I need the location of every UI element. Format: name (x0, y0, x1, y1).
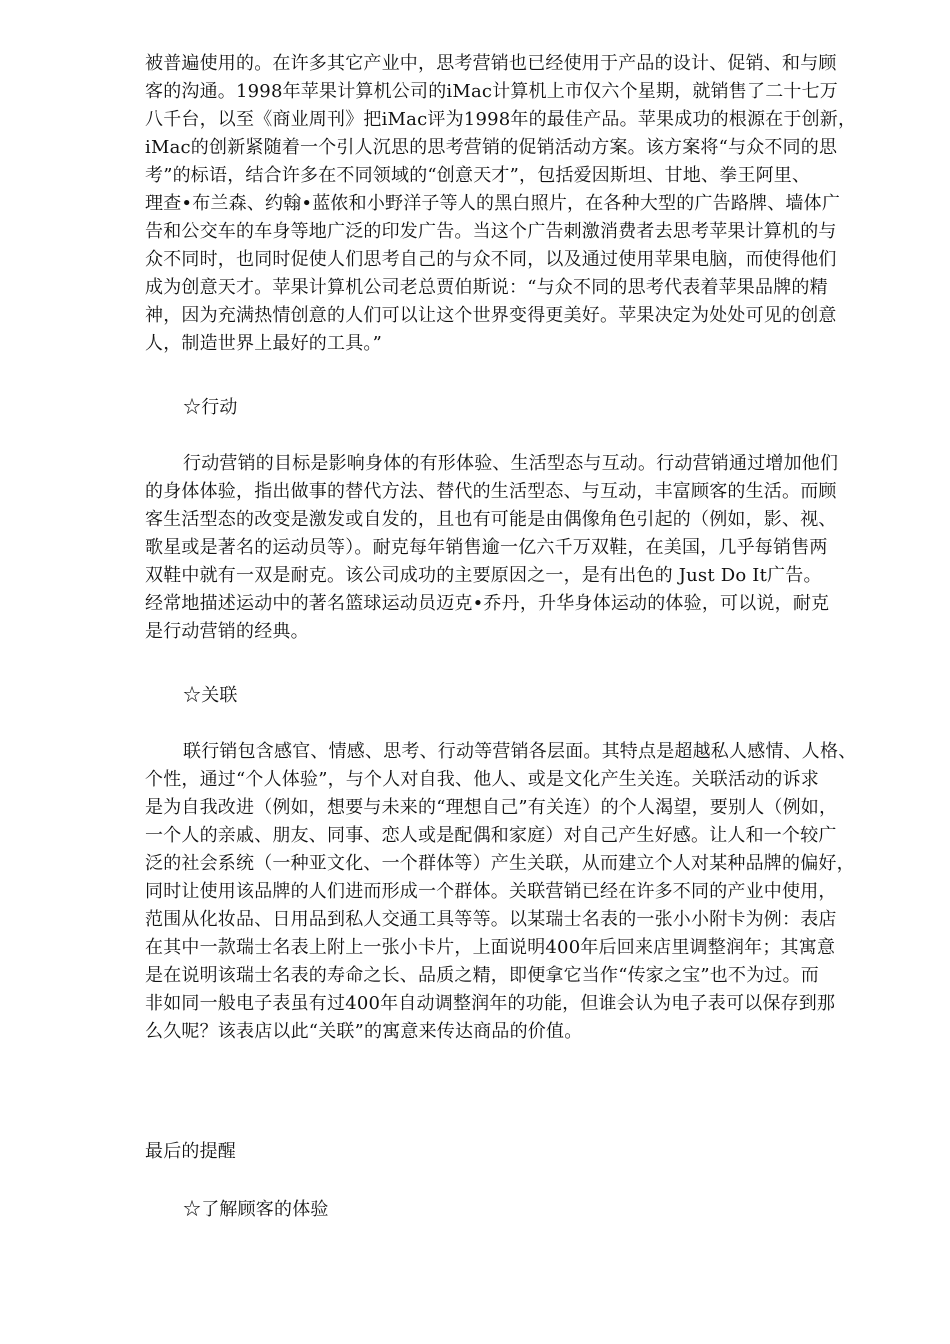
text-line: 八千台，以至《商业周刊》把iMac评为1998年的最佳产品。苹果成功的根源在于创新， (145, 109, 857, 130)
text-line: 客生活型态的改变是激发或自发的，且也有可能是由偶像角色引起的（例如，影、视、 (145, 509, 837, 530)
text-line: 行动营销的目标是影响身体的有形体验、生活型态与互动。行动营销通过增加他们 (183, 453, 839, 474)
text-line: 么久呢？该表店以此“关联”的寓意来传达商品的价值。 (145, 1021, 583, 1042)
section-heading-relate: ☆关联 (183, 685, 238, 706)
text-line: 联行销包含感官、情感、思考、行动等营销各层面。其特点是超越私人感情、人格、 (183, 741, 857, 762)
text-line: 被普遍使用的。在许多其它产业中，思考营销也已经使用于产品的设计、促销、和与顾 (145, 53, 837, 74)
text-line: 双鞋中就有一双是耐克。该公司成功的主要原因之一，是有出色的 Just Do It广告。 (145, 565, 822, 586)
text-line: iMac的创新紧随着一个引人沉思的思考营销的促销活动方案。该方案将“与众不同的思 (145, 137, 838, 158)
text-line: 一个人的亲戚、朋友、同事、恋人或是配偶和家庭）对自己产生好感。让人和一个较广 (145, 825, 837, 846)
text-line: 人，制造世界上最好的工具。” (145, 333, 383, 354)
text-line: 是为自我改进（例如，想要与未来的“理想自己”有关连）的个人渴望，要别人（例如， (145, 797, 838, 818)
text-line: 是行动营销的经典。 (145, 621, 309, 642)
section-heading-action: ☆行动 (183, 397, 238, 418)
text-line: 成为创意天才。苹果计算机公司老总贾伯斯说：“与众不同的思考代表着苹果品牌的精 (145, 277, 828, 298)
text-line: 歌星或是著名的运动员等）。耐克每年销售逾一亿六千万双鞋，在美国，几乎每销售两 (145, 537, 828, 558)
text-line: 告和公交车的车身等地广泛的印发广告。当这个广告刺激消费者去思考苹果计算机的与 (145, 221, 837, 242)
text-line: 考”的标语，结合许多在不同领域的“创意天才”，包括爱因斯坦、甘地、拳王阿里、 (145, 165, 811, 186)
text-line: 泛的社会系统（一种亚文化、一个群体等）产生关联，从而建立个人对某种品牌的偏好， (145, 853, 855, 874)
text-line: 在其中一款瑞士名表上附上一张小卡片，上面说明400年后回来店里调整润年；其寓意 (145, 937, 836, 958)
text-line: 个性，通过“个人体验”，与个人对自我、他人、或是文化产生关连。关联活动的诉求 (145, 769, 820, 790)
text-line: 经常地描述运动中的著名篮球运动员迈克•乔丹，升华身体运动的体验，可以说，耐克 (145, 593, 830, 614)
text-line: 神，因为充满热情创意的人们可以让这个世界变得更美好。苹果决定为处处可见的创意 (145, 305, 837, 326)
text-line: 同时让使用该品牌的人们进而形成一个群体。关联营销已经在许多不同的产业中使用， (145, 881, 837, 902)
section-heading-understand-experience: ☆了解顾客的体验 (183, 1199, 329, 1220)
text-line: 理查•布兰森、约翰•蓝侬和小野洋子等人的黑白照片，在各种大型的广告路牌、墙体广 (145, 193, 841, 214)
text-line: 范围从化妆品、日用品到私人交通工具等等。以某瑞士名表的一张小小附卡为例：表店 (145, 909, 837, 930)
section-heading-final-reminder: 最后的提醒 (145, 1141, 236, 1162)
text-line: 的身体体验，指出做事的替代方法、替代的生活型态、与互动，丰富顾客的生活。而顾 (145, 481, 837, 502)
text-line: 客的沟通。1998年苹果计算机公司的iMac计算机上市仅六个星期，就销售了二十七万 (145, 81, 839, 102)
text-line: 众不同时，也同时促使人们思考自己的与众不同，以及通过使用苹果电脑，而使得他们 (145, 249, 837, 270)
text-line: 非如同一般电子表虽有过400年自动调整润年的功能，但谁会认为电子表可以保存到那 (145, 993, 836, 1014)
text-line: 是在说明该瑞士名表的寿命之长、品质之精，即便拿它当作“传家之宝”也不为过。而 (145, 965, 820, 986)
